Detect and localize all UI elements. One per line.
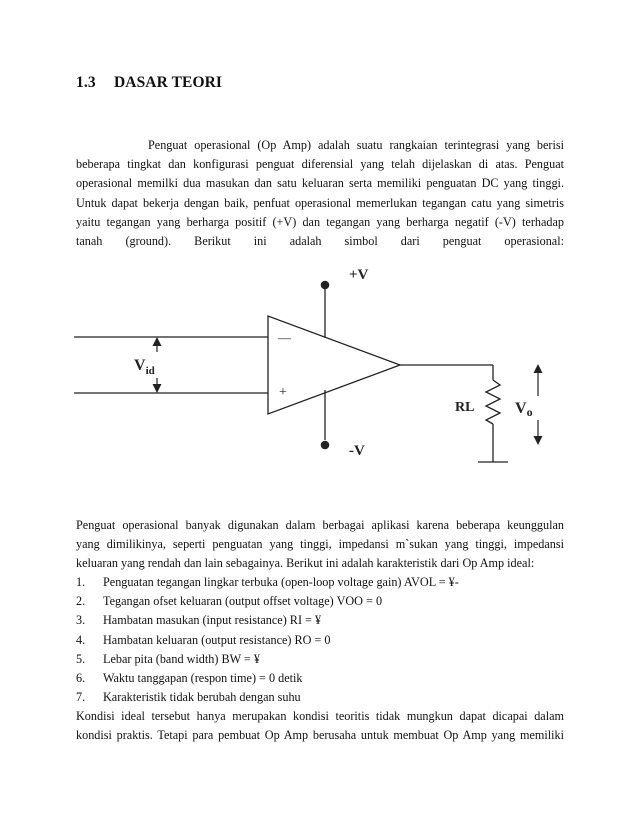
paragraph-line: yang dimilikinya, seperti penguatan yang tinggi, impedansi m`sukan yang tinggi, impedansi — [76, 537, 564, 552]
vo-label: Vo — [515, 400, 533, 419]
paragraph-line: keluaran yang rendah dan lain sebagainya. Berikut ini adalah karakteristik dari Op Amp ideal: — [76, 556, 535, 571]
paragraph-line: Untuk dapat bekerja dengan baik, penfuat operasional memerlukan tegangan catu yang simetris — [76, 195, 564, 210]
paragraph-line: beberapa tingkat dan konfigurasi penguat diferensial yang telah dijelaskan di atas. Penguat — [76, 157, 564, 172]
minus-supply-node — [321, 441, 330, 450]
paragraph-line: Penguat operasional banyak digunakan dalam berbagai aplikasi karena beberapa keunggulan — [76, 518, 564, 532]
list-item: 2. Tegangan ofset keluaran (output offset voltage) VOO = 0 — [76, 594, 383, 609]
list-item: 1. Penguatan tegangan lingkar terbuka (open-loop voltage gain) AVOL = ¥- — [76, 575, 459, 589]
vid-label: $V_{id}$ — [134, 357, 155, 377]
paragraph-line: yaitu tegangan yang berharga positif (+V) dan tegangan yang berharga negatif (-V) terhadap — [76, 214, 564, 229]
vo-arrow-up — [534, 364, 543, 373]
vid-arrow-up — [153, 337, 162, 346]
rl-label: RL — [455, 400, 475, 415]
ideal-characteristics-list — [76, 573, 564, 707]
vo-arrow-down — [534, 436, 543, 445]
resistor-zigzag — [486, 380, 500, 424]
list-item: 3. Hambatan masukan (input resistance) RI = ¥ — [76, 613, 322, 628]
inverting-sign: — — [278, 330, 291, 345]
list-item: 6. Waktu tanggapan (respon time) = 0 detik — [76, 670, 303, 685]
paragraph-line: operasional memilki dua masukan dan satu keluaran serta memiliki penguatan DC yang tinggi. — [76, 176, 564, 191]
list-item: 7. Karakteristik tidak berubah dengan suhu — [76, 690, 301, 705]
closing-paragraph — [76, 707, 564, 745]
plus-supply-node — [321, 281, 330, 290]
paragraph-line: tanah (ground). Berikut ini adalah simbol dari penguat operasional: — [76, 233, 564, 248]
list-item: 4. Hambatan keluaran (output resistance) RO = 0 — [76, 632, 331, 647]
paragraph-line: kondisi praktis. Tetapi para pembuat Op Amp berusaha untuk membuat Op Amp yang memiliki — [76, 728, 564, 743]
paragraph-line: Penguat operasional (Op Amp) adalah suatu rangkaian terintegrasi yang berisi — [148, 138, 564, 152]
list-item: 5. Lebar pita (band width) BW = ¥ — [76, 651, 260, 666]
characteristics-intro-paragraph — [76, 516, 564, 574]
paragraph-line: Kondisi ideal tersebut hanya merupakan kondisi teoritis tidak mungkun dapat dicapai dalam — [76, 709, 564, 723]
minus-v-label: -V — [349, 443, 365, 459]
section-title: DASAR TEORI — [114, 74, 223, 91]
plus-v-label: +V — [349, 267, 369, 283]
vid-arrow-down — [153, 384, 162, 393]
section-number: 1.3 — [76, 74, 96, 91]
noninverting-sign: + — [279, 385, 287, 400]
